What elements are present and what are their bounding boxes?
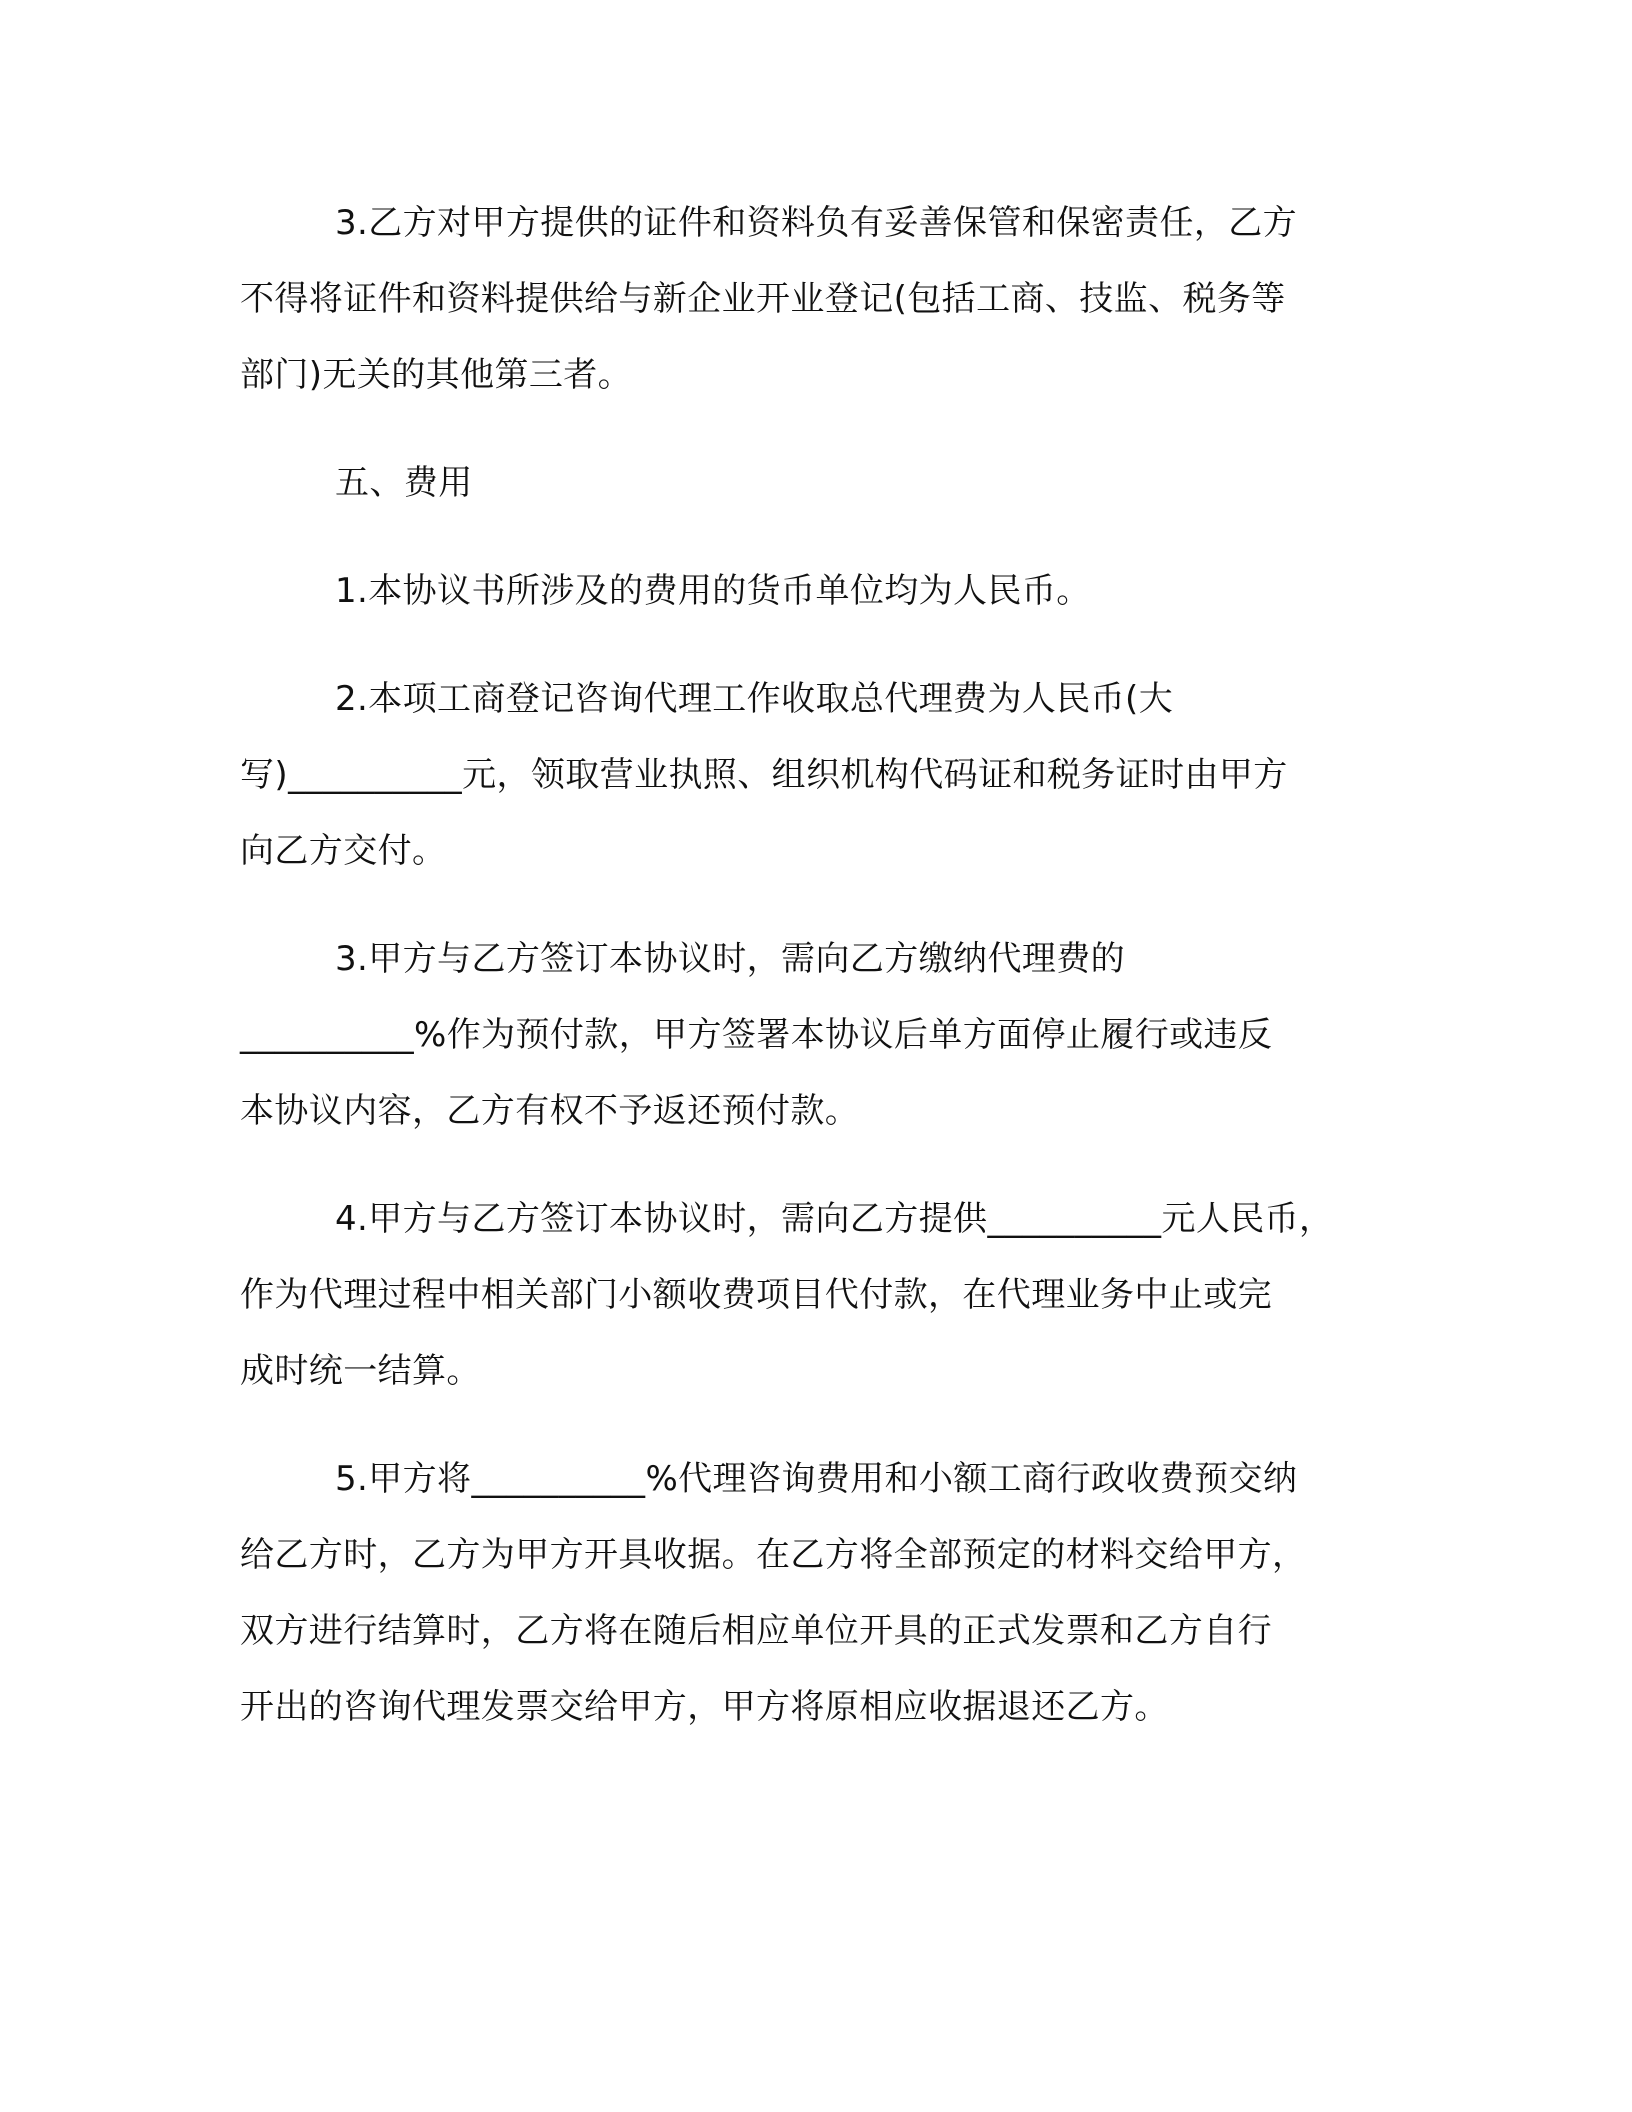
clause-line: 3.甲方与乙方签订本协议时，需向乙方缴纳代理费的 bbox=[335, 939, 1126, 979]
clause-line: __________%作为预付款，甲方签署本协议后单方面停止履行或违反 bbox=[240, 1015, 1273, 1055]
clause-line: 不得将证件和资料提供给与新企业开业登记(包括工商、技监、税务等 bbox=[240, 279, 1286, 319]
document-body bbox=[240, 185, 1390, 1745]
clause-line: 向乙方交付。 bbox=[240, 831, 447, 871]
clause-line: 双方进行结算时，乙方将在随后相应单位开具的正式发票和乙方自行 bbox=[240, 1611, 1272, 1651]
clause-4-3 bbox=[240, 185, 1390, 413]
clause-5-5 bbox=[240, 1441, 1390, 1745]
clause-5-3 bbox=[240, 921, 1390, 1149]
clause-line: 1.本协议书所涉及的费用的货币单位均为人民币。 bbox=[335, 571, 1091, 611]
clause-line: 作为代理过程中相关部门小额收费项目代付款，在代理业务中止或完 bbox=[240, 1275, 1272, 1315]
clause-line: 3.乙方对甲方提供的证件和资料负有妥善保管和保密责任，乙方 bbox=[335, 203, 1298, 243]
section-heading-text: 五、费用 bbox=[335, 463, 473, 503]
clause-line: 部门)无关的其他第三者。 bbox=[240, 355, 633, 395]
clause-line: 本协议内容，乙方有权不予返还预付款。 bbox=[240, 1091, 860, 1131]
clause-5-2 bbox=[240, 661, 1390, 889]
clause-line: 2.本项工商登记咨询代理工作收取总代理费为人民币(大 bbox=[335, 679, 1174, 719]
clause-line: 开出的咨询代理发票交给甲方，甲方将原相应收据退还乙方。 bbox=[240, 1687, 1169, 1727]
clause-line: 成时统一结算。 bbox=[240, 1351, 481, 1391]
clause-5-1 bbox=[240, 553, 1390, 629]
clause-line: 4.甲方与乙方签订本协议时，需向乙方提供__________元人民币， bbox=[335, 1199, 1334, 1239]
clause-line: 5.甲方将__________%代理咨询费用和小额工商行政收费预交纳 bbox=[335, 1459, 1298, 1499]
section-heading-fees bbox=[240, 445, 1390, 521]
clause-line: 写)__________元，领取营业执照、组织机构代码证和税务证时由甲方 bbox=[240, 755, 1288, 795]
clause-5-4 bbox=[240, 1181, 1390, 1409]
clause-line: 给乙方时，乙方为甲方开具收据。在乙方将全部预定的材料交给甲方， bbox=[240, 1535, 1307, 1575]
